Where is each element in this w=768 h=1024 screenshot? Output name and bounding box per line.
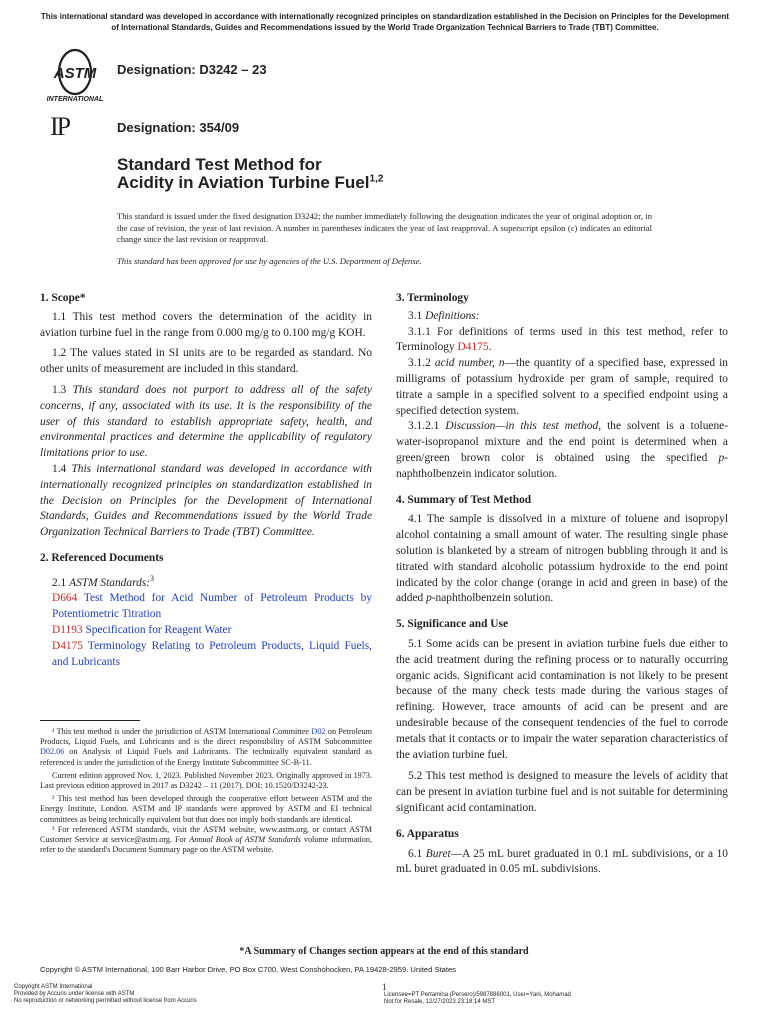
footnotes [40,727,372,855]
document-title-line1: Standard Test Method for [117,155,322,174]
section-2-heading: 2. Referenced Documents [40,551,164,564]
reference-link[interactable]: D1193 [52,623,83,636]
left-column [40,291,372,670]
para-5-1: 5.1 Some acids can be present in aviation turbine fuels due either to the acid treatment during the refining process or to naturally occurring organic acids. Significant acid contamination is not likely to be present because of the many check tests made during the various stages of refining. However, trace amounts of acid can be present and are undesirable because of the consequent tendencies of the fuel to corrode metals that it contacts or to impair the water separation characteristics of the aviation turbine fuel. [396,637,728,761]
para-1-3: 1.3 This standard does not purport to address all of the safety concerns, if any, associated with its use. It is the responsibility of the user of this standard to establish appropriate safety, health, and environmental practices and determine the applicability of regulatory limitations prior to use. [40,383,372,460]
right-column [396,291,728,878]
para-4-1: 4.1 The sample is dissolved in a mixture of toluene and isopropyl alcohol containing a small amount of water. The resulting single phase solution is blanketed by a stream of nitrogen bubbling through it and is titrated with standard alcoholic potassium hydroxide to the end point indicated by the color change (orange in acid and green in base) of the added p-naphtholbenzein solution. [396,513,728,605]
subcommittee-link[interactable]: D02.06 [40,747,65,757]
para-2-1: 2.1 ASTM Standards:$^3$ [52,573,155,589]
dod-note: This standard has been approved for use by agencies of the U.S. Department of Defense. [117,256,422,266]
reference-item [40,591,372,623]
footnote-1: ¹ This test method is under the jurisdiction of ASTM International Committee D02 on Petroleum Products, Liquid Fuels, and Lubricants and is the direct responsibility of ASTM Subcommittee D02.06 on Analysis of Liquid Fuels and Lubricants. The technically equivalent standard as referenced is under the jurisdiction of the Energy Institute Subcommittee SC-B-11. [40,727,373,767]
astm-designation: Designation: D3242 – 23 [117,62,267,77]
title-footnote-ref: 1,2 [369,173,384,185]
para-1-2: 1.2 The values stated in SI units are to be regarded as standard. No other units of measurement are included in this standard. [40,347,372,376]
para-1-4: 1.4 This international standard was developed in accordance with internationally recognized principles on standardization established in the Decision on Principles for the Development of International Standards, Guides and Recommendations issued by the World Trade Organization Technical Barriers to Trade (TBT) Committee. [40,462,372,539]
preamble: This standard is issued under the fixed designation D3242; the number immediately following the designation indicates the year of original adoption or, in the case of revision, the year of last revision. A number in parentheses indicates the year of last reapproval. A superscript epsilon (ε) indicates an editorial change since the last revision or reapproval. [117,211,652,244]
section-5-heading: 5. Significance and Use [396,618,509,631]
license-left: Copyright ASTM International Provided by Accuris under license with ASTM No reproduction or networking permitted without license from Accuris [14,984,197,1004]
para-3-1: 3.1 Definitions: [408,309,480,322]
section-4-heading: 4. Summary of Test Method [396,493,532,506]
summary-of-changes-note: *A Summary of Changes section appears at the end of this standard [239,946,529,957]
reference-link[interactable]: D4175 [52,639,84,652]
svg-text:ASTM: ASTM [53,65,97,82]
section-3-heading: 3. Terminology [396,292,469,304]
section-1-heading: 1. Scope* [40,292,86,304]
para-6-1: 6.1 Buret—A 25 mL buret graduated in 0.1 mL subdivisions, or a 10 mL buret graduated in 0.05 mL subdivisions. [396,847,728,876]
para-3-1-2-1: 3.1.2.1 Discussion—in this test method, the solvent is a toluene-water-isopropanol mixture and the end point is determined when a green/green brown color is obtained using the specified p-naphtholbenzein indicator solution. [396,420,728,480]
para-1-1: 1.1 This test method covers the determination of the acidity in aviation turbine fuel in the range from 0.000 mg/g to 0.100 mg/g KOH. [40,310,372,339]
footnote-divider [40,720,140,721]
copyright-line: Copyright © ASTM International, 100 Barr Harbor Drive, PO Box C700, West Conshohocken, PA 19428-2959. United States [40,965,457,974]
footnote-2: ² This test method has been developed through the cooperative effort between ASTM and the Energy Institute, London. ASTM and IP standards were approved by ASTM and EI technical committees as being technically equivalent but that does not imply both standards are identical. [40,794,372,824]
reference-item [40,639,372,671]
para-3-1-2: 3.1.2 acid number, n—the quantity of a specified base, expressed in milligrams of potassium hydroxide per gram of sample, required to titrate a sample in a specified solvent to a specified endpoint using a specified detection system. [396,357,728,417]
footnote-1-edition: Current edition approved Nov. 1, 2023. Published November 2023. Originally approved in 1973. Last previous edition approved in 2017 as D3242 – 11 (2017). DOI: 10.1520/D3242-23. [40,770,372,791]
tbt-notice: This international standard was developed in accordance with internationally recognized principles on standardization established in the Decision on Principles for the Development of International Standards, Guides and Recommendations issued by the World Trade Organization Technical Barriers to Trade (TBT) Committee. [40,12,730,32]
section-6-heading: 6. Apparatus [396,827,459,840]
ip-designation: Designation: 354/09 [117,120,240,135]
reference-title[interactable]: Test Method for Acid Number of Petroleum Products by Potentiometric Titration [52,592,372,621]
document-title: Acidity in Aviation Turbine Fuel [117,173,370,192]
para-5-2: 5.2 This test method is designed to measure the levels of acidity that can be present in aviation turbine fuel and is not suitable for determining significant acid contamination. [396,770,728,814]
astm-logo [42,48,108,106]
footnote-3: ³ For referenced ASTM standards, visit the ASTM website, www.astm.org, or contact ASTM Customer Service at service@astm.org. For Annual Book of ASTM Standards volume information, refer to the standard's Document Summary page on the ASTM website. [40,824,373,855]
page-number: 1 [382,982,387,992]
license-right: Licensee=PT Pertamina (Persero)/5987886001, User=Yani, Mohamad Not for Resale, 12/27/2023 23:18:14 MST [384,992,571,1005]
document-title-line2 [117,173,383,193]
committee-link[interactable]: D02 [311,727,326,736]
ip-logo [50,112,69,142]
para-3-1-1: 3.1.1 For definitions of terms used in this test method, refer to Terminology D4175. [396,325,728,354]
astm-logo-text: INTERNATIONAL [46,96,104,103]
reference-item [40,623,372,639]
reference-link[interactable]: D664 [52,592,78,605]
ip-logo-text: IP [50,112,70,141]
reference-title[interactable]: Specification for Reagent Water [85,623,232,636]
reference-title[interactable]: Terminology Relating to Petroleum Products, Liquid Fuels, and Lubricants [52,639,372,668]
terminology-link[interactable]: D4175 [457,341,489,354]
